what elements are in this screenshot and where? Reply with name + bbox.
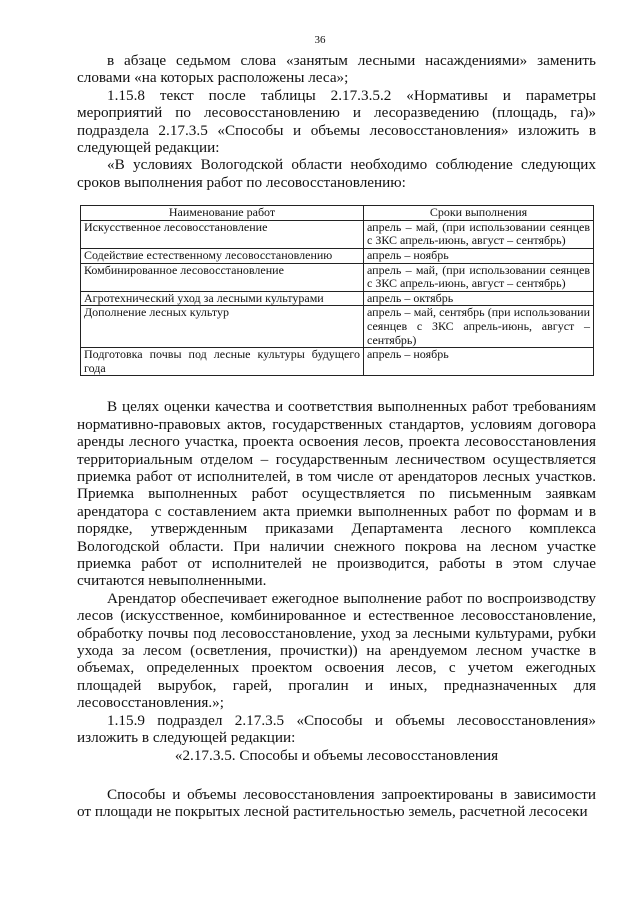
work-name-cell: Подготовка почвы под лесные культуры будущего года xyxy=(81,348,364,376)
deadline-cell: апрель – май, (при использовании сеянцев с ЗКС апрель-июнь, август – сентябрь) xyxy=(364,220,594,248)
table-row xyxy=(81,348,594,376)
works-schedule-table xyxy=(80,205,594,376)
table-row xyxy=(81,220,594,248)
work-name-cell: Агротехнический уход за лесными культурами xyxy=(81,291,364,306)
section-heading: «2.17.3.5. Способы и объемы лесовосстановления xyxy=(174,746,499,764)
deadline-cell: апрель – май, сентябрь (при использовании сеянцев с ЗКС апрель-июнь, август – сентябрь) xyxy=(364,306,594,348)
table-row xyxy=(81,249,594,264)
header-work-name: Наименование работ xyxy=(81,206,364,221)
work-name-cell: Содействие естественному лесовосстановлению xyxy=(81,249,364,264)
deadline-cell: апрель – ноябрь xyxy=(364,249,594,264)
table-header-row xyxy=(81,206,594,221)
deadline-cell: апрель – май, (при использовании сеянцев с ЗКС апрель-июнь, август – сентябрь) xyxy=(364,263,594,291)
document-body xyxy=(77,52,596,821)
paragraph-last: Способы и объемы лесовосстановления запроектированы в зависимости от площади не покрытых лесной растительностью земель, расчетной лесосеки xyxy=(77,785,596,821)
paragraph-top-3: «В условиях Вологодской области необходимо соблюдение следующих сроков выполнения работ по лесовосстановлению: xyxy=(77,156,596,191)
table-row xyxy=(81,263,594,291)
paragraph-top-2: 1.15.8 текст после таблицы 2.17.3.5.2 «Нормативы и параметры мероприятий по лесовосстановлению и лесоразведению (площадь, га)» подраздела 2.17.3.5 «Способы и объемы лесовосстановления» изложить в следующей редакции: xyxy=(77,86,596,157)
deadline-cell: апрель – октябрь xyxy=(364,291,594,306)
header-deadline: Сроки выполнения xyxy=(364,206,594,221)
paragraph-bottom-3: 1.15.9 подраздел 2.17.3.5 «Способы и объемы лесовосстановления» изложить в следующей редакции: xyxy=(77,711,596,747)
paragraph-bottom-2: Арендатор обеспечивает ежегодное выполнение работ по воспроизводству лесов (искусственное, комбинированное и естественное лесовосстановление, обработку почвы под лесовосстановление, уход за лесными культурами, рубки ухода за лесом (осветления, прочистки)) на арендуемом лесном участке в объемах, определенных проектом освоения лесов, с учетом ежегодных площадей вырубок, гарей, прогалин и иных, предназначенных для лесовосстановления.»; xyxy=(77,589,596,712)
deadline-cell: апрель – ноябрь xyxy=(364,348,594,376)
work-name-cell: Искусственное лесовосстановление xyxy=(81,220,364,248)
work-name-cell: Дополнение лесных культур xyxy=(81,306,364,348)
page-number: 36 xyxy=(314,34,326,46)
paragraph-top-1: в абзаце седьмом слова «занятым лесными насаждениями» заменить словами «на которых расположены леса»; xyxy=(77,52,596,87)
paragraph-bottom-1: В целях оценки качества и соответствия выполненных работ требованиям нормативно-правовых актов, государственных стандартов, условиям договора аренды лесного участка, проекта освоения лесов, проекта лесовосстановления территориальным отделом – государственным лесничеством осуществляется приемка работ от исполнителей, в том числе от арендаторов лесных участков. Приемка выполненных работ осуществляется по письменным заявкам арендатора с составлением акта приемки выполненных работ по формам и в порядке, утвержденным приказами Департамента лесного комплекса Вологодской области. При наличии снежного покрова на лесном участке приемка работ от исполнителей не производится, работы в этом случае считаются невыполненными. xyxy=(77,398,596,590)
table-row xyxy=(81,306,594,348)
work-name-cell: Комбинированное лесовосстановление xyxy=(81,263,364,291)
table-row xyxy=(81,291,594,306)
